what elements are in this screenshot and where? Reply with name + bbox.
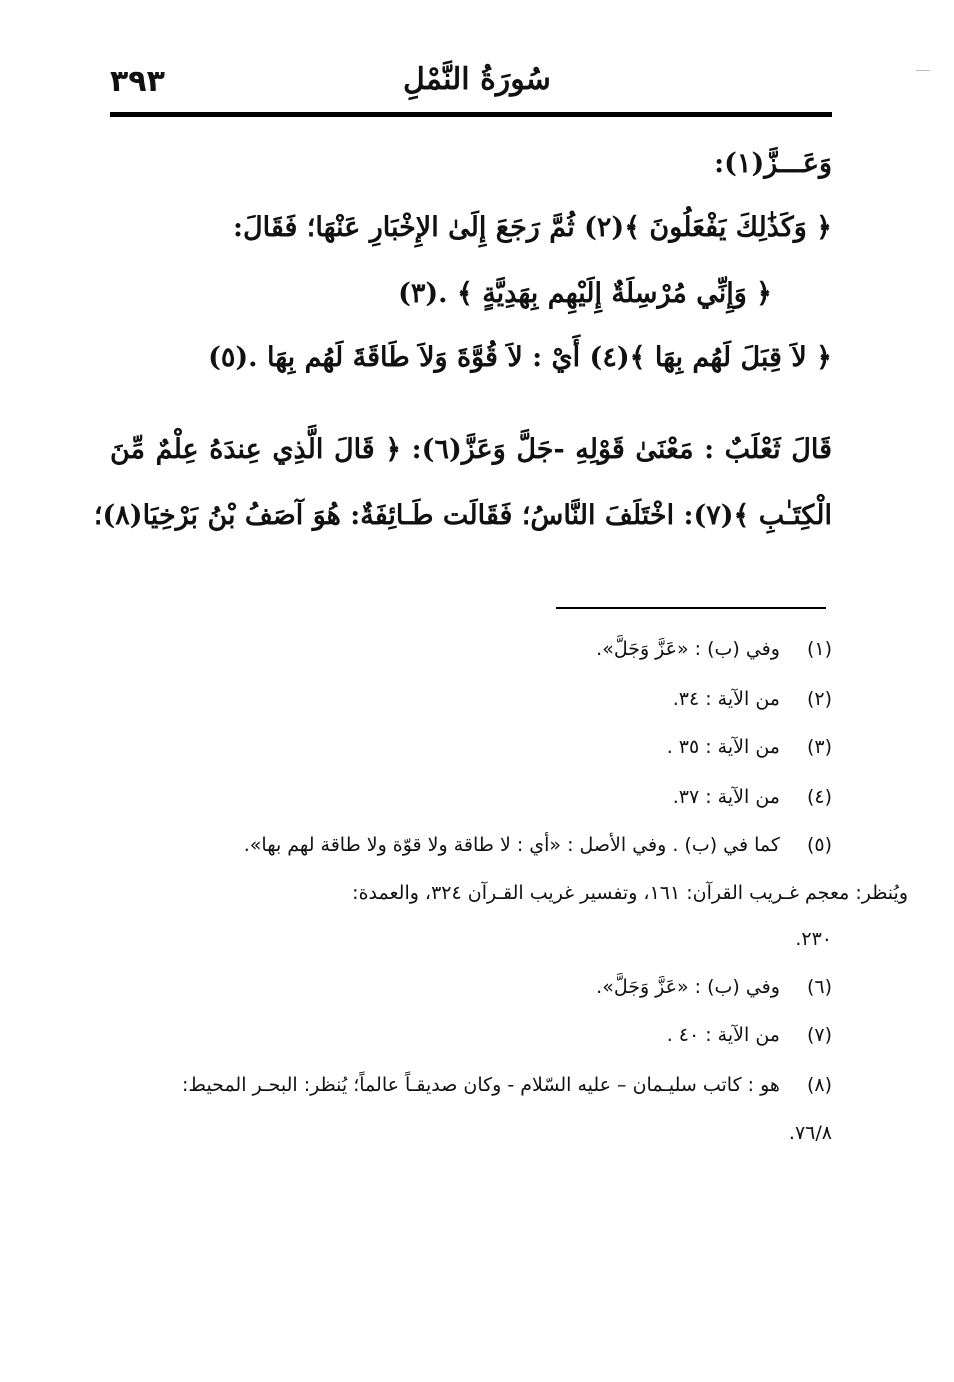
footnote-number: (٥) (806, 834, 832, 856)
footnote-number: (٢) (806, 688, 832, 710)
footnote-separator (556, 607, 826, 609)
footnote-number: (٨) (806, 1074, 832, 1096)
footnote-text: ويُنظر: معجم غـريب القرآن: ١٦١، وتفسير غريب القـرآن ٣٢٤، والعمدة: (352, 882, 908, 904)
main-text (93, 0, 832, 600)
text-line: ﴿ لاَ قِبَلَ لَهُم بِهَا ﴾(٤) أَيْ : لاَ قُوَّةَ وَلاَ طَاقَةَ لَهُم بِهَا .(٥) (208, 342, 832, 373)
footnote (110, 638, 832, 660)
footnote-text: من الآية : ٣٤. (672, 688, 780, 710)
text-line: قَالَ ثَعْلَبٌ : مَعْنَىٰ قَوْلِهِ -جَلَّ وَعَزَّ(٦): ﴿ قَالَ الَّذِي عِندَهُ عِلْمٌ مِّنَ (110, 434, 832, 465)
footnote-text: كما في (ب) . وفي الأصل : «أي : لا طاقة ولا قوّة ولا طاقة لهم بها». (243, 834, 780, 856)
footnote-number: (٤) (806, 786, 832, 808)
footnote-continuation (110, 928, 878, 950)
footnote-text: من الآية : ٣٧. (672, 786, 780, 808)
footnote (110, 688, 832, 710)
footnote (110, 1074, 832, 1096)
footnote-text: وفي (ب) : «عَزَّ وَجَلَّ». (596, 638, 780, 660)
scan-mark (916, 70, 930, 71)
text-line: ﴿ وَكَذَٰلِكَ يَفْعَلُونَ ﴾(٢) ثُمَّ رَجَعَ إِلَىٰ الإِخْبَارِ عَنْهَا؛ فَقَالَ: (233, 212, 832, 243)
footnote-number: (٧) (806, 1024, 832, 1046)
footnote (110, 736, 832, 758)
footnote-text: هو : كاتب سليـمان – عليه السّلام - وكان صديقـاً عالماً؛ يُنظر: البحـر المحيط: (182, 1074, 780, 1096)
footnote (110, 976, 832, 998)
footnote-continuation (0, 882, 954, 904)
text-line: ﴿ وَإِنِّي مُرْسِلَةٌ إِلَيْهِم بِهَدِيَّةٍ ﴾ .(٣) (398, 278, 772, 309)
text-line: وَعَـــزَّ(١): (714, 148, 832, 179)
page-number: ٣٩٣ (110, 64, 165, 99)
footnote-text: ٧٦/٨. (788, 1122, 832, 1144)
surah-title: سُورَةُ النَّمْلِ (403, 62, 551, 97)
footnote-number: (٣) (806, 736, 832, 758)
footnote-text: ٢٣٠. (795, 928, 832, 950)
footnote-number: (١) (806, 638, 832, 660)
footnote-number: (٦) (806, 976, 832, 998)
text-line: الْكِتَـٰبِ ﴾(٧): اخْتَلَفَ النَّاسُ؛ فَقَالَت طَـائِفَةٌ: هُوَ آصَفُ بْنُ بَرْخِيَا(٨)؛ (93, 500, 832, 531)
footnote-text: وفي (ب) : «عَزَّ وَجَلَّ». (596, 976, 780, 998)
footnote-text: من الآية : ٤٠ . (666, 1024, 780, 1046)
footnote (110, 1024, 832, 1046)
footnote-continuation (110, 1122, 878, 1144)
footnote (110, 786, 832, 808)
footnote-text: من الآية : ٣٥ . (666, 736, 780, 758)
footnote (110, 834, 832, 856)
